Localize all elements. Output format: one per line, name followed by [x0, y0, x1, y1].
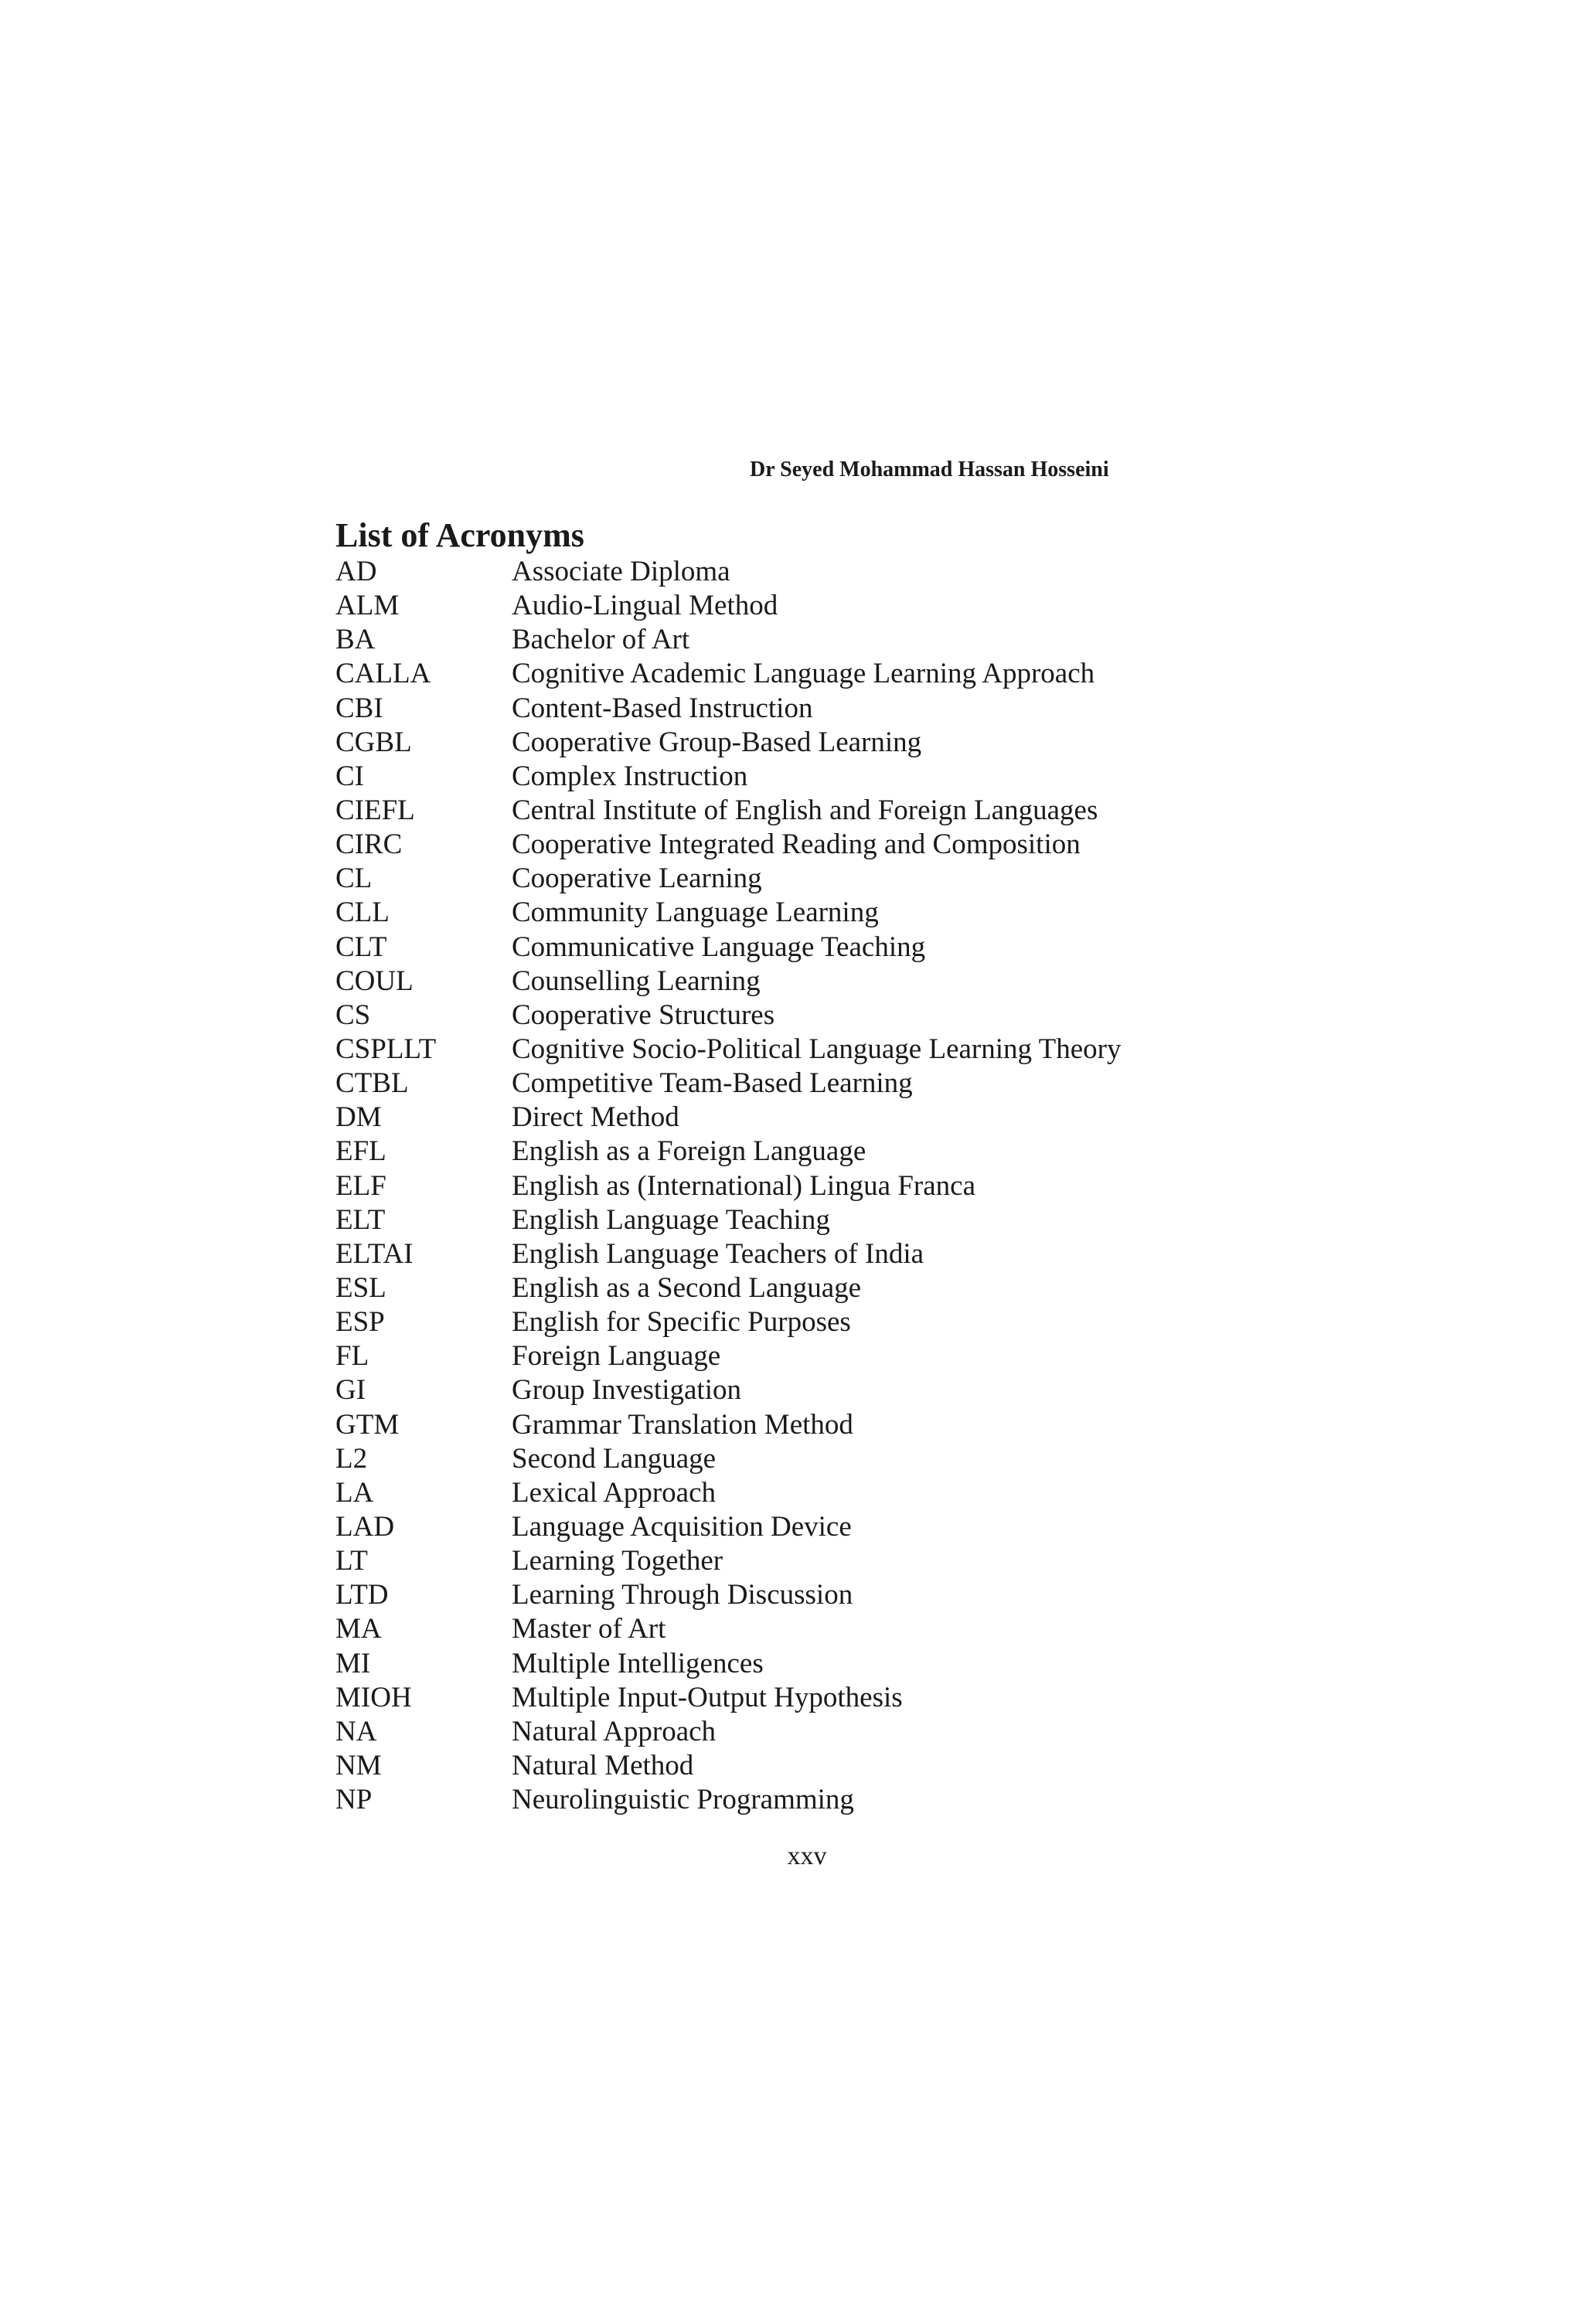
acronym-definition: Natural Approach: [512, 1715, 717, 1747]
acronym-definition: Group Investigation: [512, 1374, 741, 1407]
acronym-abbreviation: ELF: [335, 1169, 386, 1202]
acronym-row: [335, 1783, 1263, 1817]
acronym-abbreviation: LAD: [335, 1510, 395, 1543]
acronym-row: [335, 1033, 1263, 1067]
acronym-row: [335, 657, 1263, 691]
acronym-abbreviation: BA: [335, 624, 376, 656]
acronym-definition: Natural Method: [512, 1749, 694, 1781]
acronym-abbreviation: LA: [335, 1476, 374, 1509]
acronym-row: [335, 555, 1263, 589]
acronym-abbreviation: CI: [335, 760, 364, 792]
acronym-abbreviation: ALM: [335, 590, 400, 622]
acronym-row: [335, 1169, 1263, 1203]
acronym-definition: Communicative Language Teaching: [512, 931, 926, 963]
acronym-abbreviation: CALLA: [335, 658, 431, 690]
acronym-definition: English Language Teaching: [512, 1203, 830, 1236]
acronym-row: [335, 1612, 1263, 1646]
acronym-abbreviation: FL: [335, 1340, 369, 1373]
acronym-row: [335, 1510, 1263, 1544]
acronym-abbreviation: DM: [335, 1101, 382, 1134]
acronym-abbreviation: NP: [335, 1784, 373, 1816]
acronym-abbreviation: CS: [335, 999, 371, 1031]
acronym-row: [335, 726, 1263, 760]
acronym-definition: Grammar Translation Method: [512, 1408, 853, 1441]
acronym-abbreviation: MIOH: [335, 1681, 412, 1713]
acronym-abbreviation: AD: [335, 556, 377, 587]
acronym-row: [335, 862, 1263, 896]
acronym-abbreviation: CBI: [335, 692, 383, 724]
acronym-row: [335, 623, 1263, 657]
acronym-row: [335, 1339, 1263, 1373]
acronym-definition: Lexical Approach: [512, 1476, 717, 1509]
acronym-row: [335, 1647, 1263, 1681]
acronym-abbreviation: ESP: [335, 1306, 385, 1339]
acronym-abbreviation: L2: [335, 1442, 368, 1475]
acronym-definition: Neurolinguistic Programming: [512, 1784, 854, 1816]
acronym-definition: Associate Diploma: [512, 556, 730, 587]
acronym-abbreviation: CGBL: [335, 726, 412, 758]
acronym-abbreviation: ESL: [335, 1271, 386, 1304]
acronym-row: [335, 896, 1263, 930]
acronym-row: [335, 760, 1263, 794]
acronym-abbreviation: EFL: [335, 1135, 386, 1168]
running-header-author: Dr Seyed Mohammad Hassan Hosseini: [750, 458, 1109, 481]
acronym-definition: Multiple Input-Output Hypothesis: [512, 1681, 903, 1713]
acronym-definition: Counselling Learning: [512, 965, 761, 997]
acronym-row: [335, 1476, 1263, 1510]
acronym-row: [335, 794, 1263, 828]
acronym-row: [335, 692, 1263, 726]
acronym-row: [335, 1715, 1263, 1749]
acronym-definition: Cognitive Academic Language Learning Approach: [512, 658, 1095, 690]
acronym-row: [335, 1135, 1263, 1169]
acronym-definition: Second Language: [512, 1442, 717, 1475]
acronym-abbreviation: GTM: [335, 1408, 400, 1441]
acronym-definition: Cooperative Structures: [512, 999, 775, 1031]
acronym-definition: Audio-Lingual Method: [512, 590, 778, 622]
acronym-definition: Master of Art: [512, 1613, 666, 1645]
acronym-row: [335, 1442, 1263, 1476]
acronym-definition: English as a Second Language: [512, 1271, 862, 1304]
acronym-abbreviation: ELT: [335, 1203, 386, 1236]
acronym-definition: Content-Based Instruction: [512, 692, 813, 724]
acronym-abbreviation: NM: [335, 1749, 382, 1781]
acronym-definition: Community Language Learning: [512, 897, 879, 929]
acronym-abbreviation: LTD: [335, 1579, 389, 1611]
acronym-definition: Cooperative Group-Based Learning: [512, 726, 922, 758]
acronym-row: [335, 1305, 1263, 1339]
acronym-abbreviation: CLL: [335, 897, 390, 929]
acronym-row: [335, 1544, 1263, 1578]
acronym-definition: Learning Together: [512, 1545, 723, 1577]
acronym-row: [335, 1681, 1263, 1715]
acronym-row: [335, 1271, 1263, 1305]
acronym-row: [335, 1408, 1263, 1442]
acronym-definition: Central Institute of English and Foreign Languages: [512, 794, 1098, 826]
acronym-definition: Competitive Team-Based Learning: [512, 1067, 913, 1100]
acronym-abbreviation: NA: [335, 1715, 377, 1747]
acronym-row: [335, 999, 1263, 1033]
acronym-definition: Language Acquisition Device: [512, 1510, 852, 1543]
acronym-definition: Cognitive Socio-Political Language Learning Theory: [512, 1033, 1122, 1065]
acronym-definition: Cooperative Integrated Reading and Composition: [512, 829, 1081, 861]
acronym-abbreviation: MI: [335, 1647, 371, 1679]
acronym-abbreviation: ELTAI: [335, 1237, 414, 1270]
acronym-abbreviation: CIEFL: [335, 794, 415, 826]
acronym-row: [335, 1203, 1263, 1237]
acronym-definition: Complex Instruction: [512, 760, 748, 792]
acronym-abbreviation: CLT: [335, 931, 387, 963]
acronym-row: [335, 931, 1263, 965]
acronym-row: [335, 828, 1263, 862]
acronym-definition: Direct Method: [512, 1101, 679, 1134]
acronym-row: [335, 1101, 1263, 1135]
acronym-definition: Foreign Language: [512, 1340, 721, 1373]
acronym-abbreviation: GI: [335, 1374, 366, 1407]
acronym-row: [335, 1237, 1263, 1271]
acronym-definition: English as (International) Lingua Franca: [512, 1169, 976, 1202]
acronym-definition: Multiple Intelligences: [512, 1647, 764, 1679]
acronym-abbreviation: CL: [335, 863, 373, 895]
acronym-row: [335, 1578, 1263, 1612]
acronym-abbreviation: COUL: [335, 965, 414, 997]
acronym-definition: English as a Foreign Language: [512, 1135, 866, 1168]
acronym-row: [335, 1373, 1263, 1407]
acronym-definition: Cooperative Learning: [512, 863, 762, 895]
acronym-abbreviation: CIRC: [335, 829, 403, 861]
acronym-list: [335, 555, 1263, 1817]
acronym-definition: English for Specific Purposes: [512, 1306, 851, 1339]
acronym-abbreviation: MA: [335, 1613, 382, 1645]
section-title: List of Acronyms: [335, 516, 584, 554]
acronym-abbreviation: CTBL: [335, 1067, 409, 1100]
acronym-row: [335, 1067, 1263, 1101]
acronym-definition: Bachelor of Art: [512, 624, 690, 656]
acronym-row: [335, 1749, 1263, 1783]
page-number: xxv: [787, 1842, 827, 1870]
acronym-definition: Learning Through Discussion: [512, 1579, 853, 1611]
acronym-abbreviation: LT: [335, 1545, 368, 1577]
acronym-abbreviation: CSPLLT: [335, 1033, 437, 1065]
acronym-definition: English Language Teachers of India: [512, 1237, 924, 1270]
acronym-row: [335, 965, 1263, 999]
acronym-row: [335, 589, 1263, 623]
